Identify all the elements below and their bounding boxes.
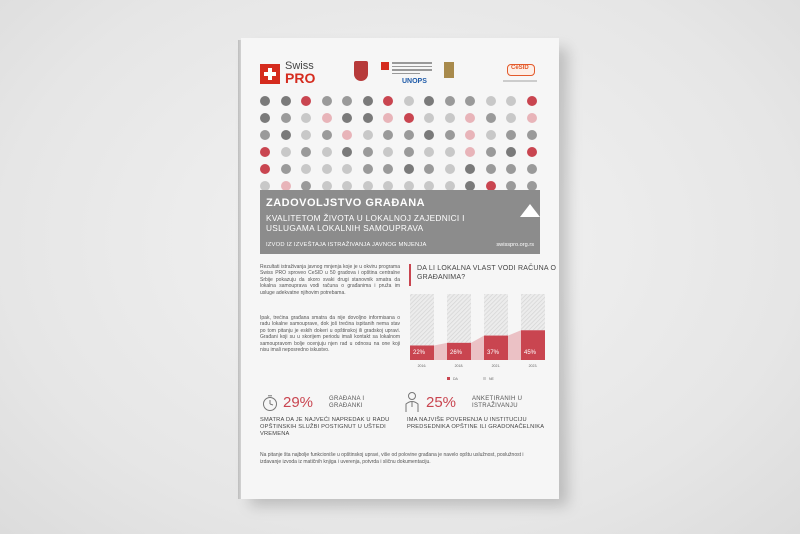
banner-url: swisspro.org.rs — [496, 242, 534, 248]
pattern-dot — [527, 130, 537, 140]
pattern-dot — [445, 113, 455, 123]
pattern-dot — [465, 113, 475, 123]
pattern-dot — [486, 96, 496, 106]
pattern-dot — [322, 96, 332, 106]
chart-title: DA LI LOKALNA VLAST VODI RAČUNA O GRAĐANIMA? — [409, 264, 557, 286]
intro-paragraph: Rezultati istraživanja javnog mnjenja koje je u okviru programa Swiss PRO sproveo CeSID u 50 gradova i opština centralne Srbije pokazuju da skoro svaki drugi stanovnik smatra da lokalna samouprava vodi računa o građanima i pruža im usluge adekvatne njihovim potrebama. — [260, 264, 400, 296]
pattern-dot — [363, 96, 373, 106]
stat-label-2: ANKETIRANIH U ISTRAŽIVANJU — [472, 396, 523, 409]
bar-da — [484, 336, 508, 360]
pattern-dot — [404, 147, 414, 157]
pattern-dot — [424, 130, 434, 140]
pattern-dot — [527, 147, 537, 157]
pattern-dot — [404, 113, 414, 123]
pattern-dot — [527, 96, 537, 106]
second-paragraph: Ipak, trećina građana smatra da nije dovoljno informisana o radu lokalne samouprave, dok još trećina ispitanih nema stav po tom pitanju je eskih dokeri u opštinskoj ili gradskoj upravi. Građani koji su u skorijem periodu imali kontakt sa lokalnom samoupravom bolje ocenjuju njen rad u odnosu na one koji nisu imali neposredno iskustvo. — [260, 315, 400, 354]
footer-note: Na pitanje šta najbolje funkcioniše u opštinskoj upravi, više od polovine građana je navelo opštu uslužnost, poslužnost i izdavanje izvoda iz matičnih knjiga i uverenja, potvrda i sličnu dokumentaciju. — [260, 452, 524, 465]
cesid-logo-text: CeSID — [511, 65, 529, 71]
pattern-dot — [465, 96, 475, 106]
pattern-dot — [506, 113, 516, 123]
value-label: 26% — [450, 350, 463, 356]
pattern-dot — [445, 164, 455, 174]
pattern-dot — [527, 113, 537, 123]
pattern-dot — [342, 164, 352, 174]
stat-caption-2: IMA NAJVIŠE POVERENJA U INSTITUCIJU PREDSEDNIKA OPŠTINE ILI GRADONAČELNIKA — [407, 417, 545, 430]
pattern-dot — [527, 164, 537, 174]
pro-logo-word: PRO — [285, 70, 316, 86]
pattern-dot — [445, 96, 455, 106]
pattern-dot — [301, 96, 311, 106]
banner-title: ZADOVOLJSTVO GRAĐANA — [266, 197, 426, 209]
pattern-dot — [506, 96, 516, 106]
pattern-dot — [424, 147, 434, 157]
pattern-dot — [281, 164, 291, 174]
pattern-dot — [424, 96, 434, 106]
partner-logos — [241, 58, 559, 94]
pattern-dot — [281, 130, 291, 140]
pattern-dot — [322, 130, 332, 140]
pattern-dot — [342, 130, 352, 140]
swiss-gov-text-lines — [392, 62, 432, 76]
pattern-dot — [301, 147, 311, 157]
pattern-dot — [260, 164, 270, 174]
pattern-dot — [281, 147, 291, 157]
serbia-crest-icon — [354, 61, 368, 81]
value-label: 37% — [487, 350, 500, 356]
legend-label-da: DA — [453, 377, 458, 381]
pattern-dot — [404, 96, 414, 106]
swiss-gov-flag-icon — [381, 62, 389, 70]
pattern-dot — [383, 96, 393, 106]
pattern-dot — [383, 130, 393, 140]
banner-footer: IZVOD IZ IZVEŠTAJA ISTRAŽIVANJA JAVNOG MNJENJA — [266, 242, 427, 248]
x-tick-label: 2023. — [528, 364, 538, 368]
pattern-dot — [445, 147, 455, 157]
pattern-dot — [322, 164, 332, 174]
unops-logo: UNOPS — [402, 78, 427, 85]
satisfaction-chart — [405, 288, 550, 388]
stat-percent-1: 29% — [283, 394, 314, 411]
x-tick-label: 2021. — [491, 364, 501, 368]
pattern-dot — [260, 130, 270, 140]
legend-swatch-ne — [483, 377, 486, 380]
pattern-dot — [486, 147, 496, 157]
clock-icon — [261, 394, 279, 412]
pattern-dot — [506, 147, 516, 157]
value-label: 22% — [413, 350, 426, 356]
pattern-dot — [445, 130, 455, 140]
pattern-dot — [363, 113, 373, 123]
pattern-dot — [260, 96, 270, 106]
pattern-dot — [465, 164, 475, 174]
stat-caption-1: SMATRA DA JE NAJVEĆI NAPREDAK U RADU OPŠTINSKIH SLUŽBI POSTIGNUT U UŠTEDI VREMENA — [260, 417, 390, 437]
pattern-dot — [424, 164, 434, 174]
x-tick-label: 2016. — [417, 364, 427, 368]
swiss-flag-icon — [260, 64, 280, 84]
pattern-dot — [281, 113, 291, 123]
pattern-dot — [383, 164, 393, 174]
pattern-dot — [383, 113, 393, 123]
triangle-icon — [520, 204, 540, 217]
pattern-dot — [301, 164, 311, 174]
pattern-dot — [404, 164, 414, 174]
swiss-logo-word: Swiss — [285, 60, 314, 72]
banner-subtitle: KVALITETOM ŽIVOTA U LOKALNOJ ZAJEDNICI I USLUGAMA LOKALNIH SAMOUPRAVA — [266, 213, 465, 233]
legend-swatch-da — [447, 377, 450, 380]
pattern-dot — [465, 130, 475, 140]
cesid-subline — [503, 80, 537, 82]
pattern-dot — [260, 147, 270, 157]
pattern-dot — [506, 130, 516, 140]
pattern-dot — [486, 113, 496, 123]
pattern-dot — [506, 164, 516, 174]
pattern-dot — [322, 147, 332, 157]
stat-label-1: GRAĐANA I GRAĐANKI — [329, 396, 365, 409]
bar-ne — [484, 294, 508, 336]
pattern-dot — [486, 130, 496, 140]
pattern-dot — [363, 147, 373, 157]
pattern-dot — [301, 130, 311, 140]
pattern-dot — [424, 113, 434, 123]
stat-percent-2: 25% — [426, 394, 457, 411]
title-banner — [260, 190, 540, 254]
pattern-dot — [322, 113, 332, 123]
bar-ne — [447, 294, 471, 343]
person-icon — [404, 391, 420, 413]
legend-label-ne: NE — [489, 377, 494, 381]
pattern-dot — [342, 113, 352, 123]
pattern-dot — [301, 113, 311, 123]
pattern-dot — [486, 164, 496, 174]
x-tick-label: 2018. — [454, 364, 464, 368]
pattern-dot — [404, 130, 414, 140]
pattern-dot — [465, 147, 475, 157]
pattern-dot — [342, 147, 352, 157]
value-label: 45% — [524, 350, 537, 356]
pattern-dot — [363, 130, 373, 140]
bar-ne — [521, 294, 545, 330]
brochure-page — [241, 38, 559, 499]
pattern-dot — [383, 147, 393, 157]
bar-ne — [410, 294, 434, 345]
pattern-dot — [260, 113, 270, 123]
pattern-dot — [342, 96, 352, 106]
pattern-dot — [363, 164, 373, 174]
skgo-emblem-icon — [444, 62, 454, 78]
pattern-dot — [281, 96, 291, 106]
cesid-logo — [507, 64, 535, 76]
